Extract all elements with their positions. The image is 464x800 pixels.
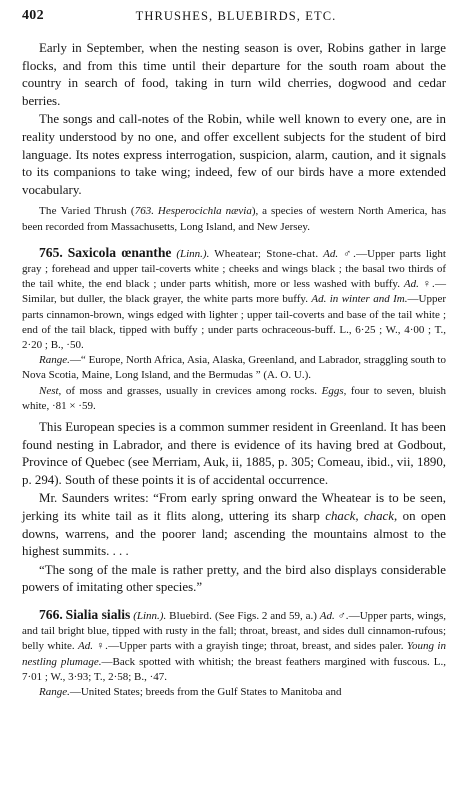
varied-thrush-note: [22, 204, 446, 234]
entry-766-authority: (Linn.).: [133, 609, 167, 622]
entry-765-eggs-text: four to seven, bluish white, ·81 × ·59.: [22, 384, 446, 412]
entry-765-nest-text: of moss and grasses, usually in crevices among rocks.: [61, 384, 322, 397]
entry-766-female-tag: Ad. ♀.: [78, 640, 109, 653]
entry-765-female-tag: Ad. ♀.: [403, 278, 435, 291]
entry-765-common-name: Wheatear; Stone-chat.: [214, 247, 319, 260]
varied-thrush-rest: ), a species of western North America, has been recorded from Massachusetts, Long Island, and New Jersey.: [22, 205, 446, 233]
entry-765-male-tag: Ad. ♂.: [323, 247, 357, 260]
saunders-quote-call: chack, chack: [325, 508, 395, 523]
entry-766-young-tag: Young in nestling plumage.: [22, 640, 446, 668]
entry-765-range-tag: Range.: [39, 354, 70, 367]
page-number: 402: [22, 8, 44, 23]
entry-765-nest-tag: Nest,: [39, 384, 62, 397]
entry-766-range-tag: Range.: [39, 685, 70, 698]
entry-766-description: [22, 607, 446, 685]
entry-765-authority: (Linn.).: [176, 247, 210, 260]
entry-766-female: —Upper parts with a grayish tinge; throat, breast, and sides paler.: [108, 640, 404, 653]
wheatear-paragraph-greenland: This European species is a common summer resident in Greenland. It has been found nesting in Labrador, and there is evidence of its having bred at Godbout, Province of Quebec (see Merriam, Auk, ii, 1885, p. 305; Comeau, ibid., vii, 1890, p. 294). South of these points it is of accidental occurrence.: [22, 419, 446, 487]
running-head: THRUSHES, BLUEBIRDS, ETC.: [135, 9, 337, 23]
robin-paragraph-flocks: Early in September, when the nesting season is over, Robins gather in large flocks, and from this time until their departure for the south roam about the country in search of food, taking in turn wild cherries, dogwood and cedar berries.: [22, 41, 446, 108]
wheatear-paragraph-saunders: [22, 490, 446, 560]
entry-766-range: [22, 685, 446, 700]
entry-765-nest: [22, 384, 446, 414]
entry-766-range-text: —United States; breeds from the Gulf States to Manitoba and: [69, 685, 342, 698]
varied-thrush-lead: The Varied Thrush (: [39, 205, 135, 218]
entry-766-male-tag: Ad. ♂.: [319, 609, 349, 622]
entry-765-female: —Similar, but duller, the black grayer, the white parts more buffy.: [22, 278, 446, 306]
entry-765-eggs-tag: Eggs,: [321, 384, 347, 397]
entry-766-name: Sialia sialis: [65, 606, 131, 622]
entry-766-male: —Upper parts, wings, and tail bright blue, tipped with rusty in the fall; throat, breast, and sides dull cinnamon-rufous; belly white.: [22, 609, 447, 653]
entry-766-young: —Back spotted with whitish; the breast feathers margined with fuscous. L., 7·01 ; W., 3·93; T., 2·58; B., ·47.: [22, 655, 446, 683]
entry-765-name: Saxicola œnanthe: [67, 244, 172, 260]
saunders-quote-end: , on open downs, warrens, and the poorer land; ascending the mountains almost to the highest summits. . . .: [22, 508, 446, 559]
wheatear-paragraph-song: “The song of the male is rather pretty, and the bird also displays considerable powers of imitating other species.”: [22, 562, 446, 595]
robin-paragraph-songs: The songs and call-notes of the Robin, while well known to every one, are in reality understood by no one, and offer excellent subjects for the student of bird language. Its notes express interrogation, suspicion, alarm, caution, and it signals to its companions to take wing; indeed, few of our birds have a more extended vocabulary.: [22, 112, 446, 197]
entry-766-number: 766.: [39, 606, 63, 622]
entry-765-male: —Upper parts light gray ; forehead and upper tail-coverts white ; cheeks and wings black ; the basal two thirds of the tail white, the end black ; under parts whitish, more or less washed with buffy.: [22, 247, 446, 291]
saunders-quote-start: Mr. Saunders writes: “From early spring onward the Wheatear is to be seen, jerking its white tail as it flits along, uttering its sharp: [22, 491, 446, 523]
page-body: [22, 40, 446, 700]
entry-766-figs: (See Figs. 2 and 59, a.): [214, 609, 317, 622]
entry-765-description: [22, 245, 446, 353]
entry-765-winter: —Upper parts cinnamon-brown, wings edged with lighter ; upper tail-coverts and base of the tail white ; end of the tail black, tipped with buffy ; under parts ochraceous-buff. L., 6·25 ; W., 4·00 ; T., 2·20 ; B., ·50.: [22, 293, 446, 351]
varied-thrush-species: 763. Hesperocichla nævia: [134, 205, 252, 218]
entry-765-range-text: —“ Europe, North Africa, Asia, Alaska, Greenland, and Labrador, straggling south to Nova Scotia, Maine, Long Island, and the Bermudas ” (A. O. U.).: [22, 354, 446, 382]
entry-765-winter-tag: Ad. in winter and Im.: [311, 293, 408, 306]
entry-766-common-name: Bluebird.: [169, 609, 213, 622]
entry-765-range: [22, 353, 446, 383]
entry-765-number: 765.: [39, 244, 63, 260]
page-header: [22, 8, 450, 26]
